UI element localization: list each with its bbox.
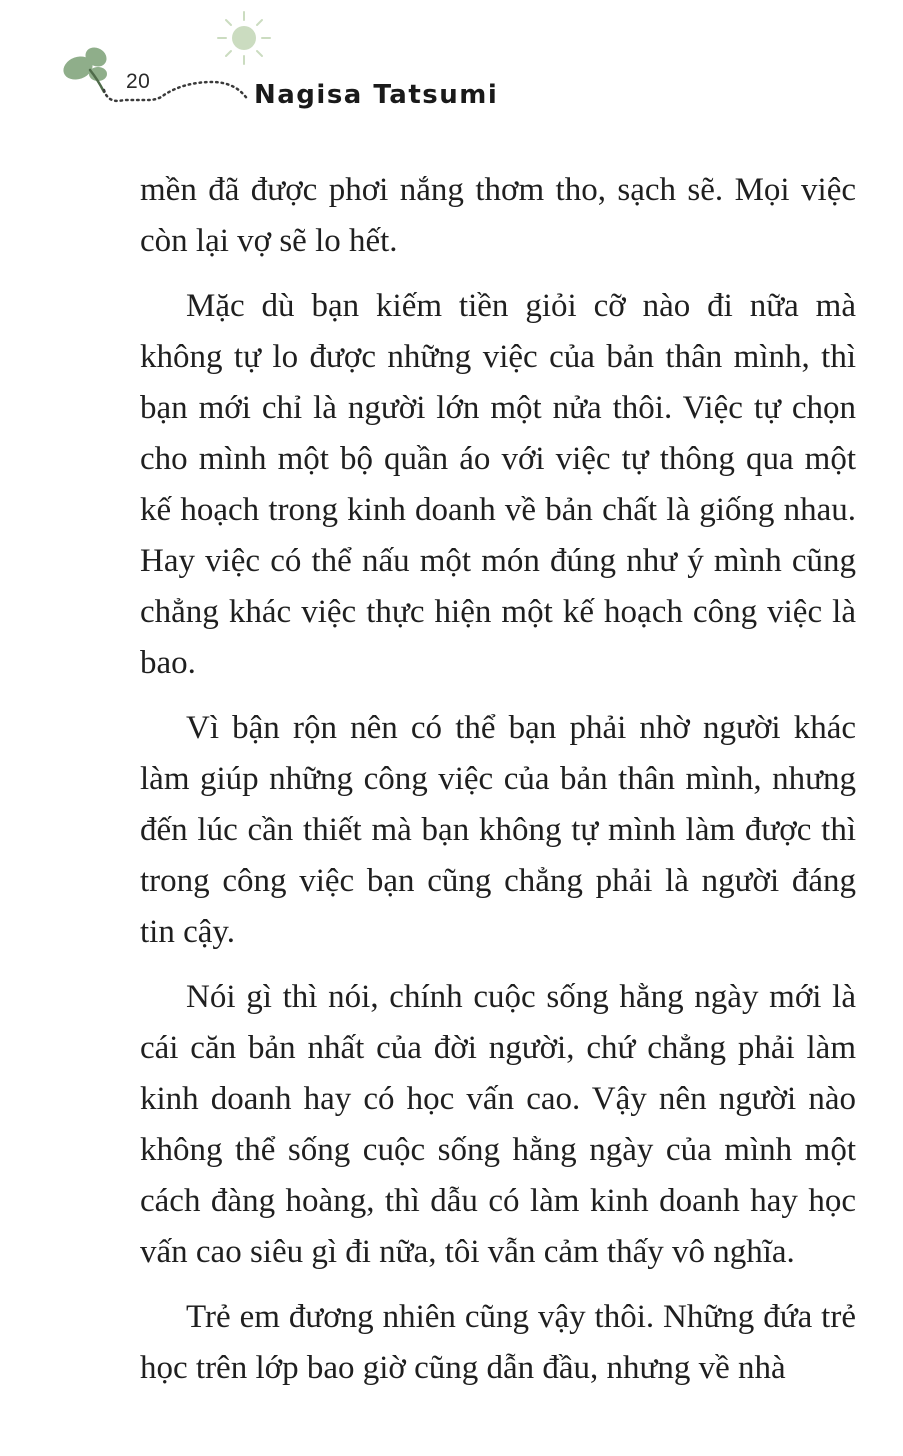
sun-icon bbox=[218, 12, 270, 64]
page-number: 20 bbox=[126, 70, 151, 93]
page-body-text bbox=[140, 165, 856, 1408]
running-header bbox=[0, 0, 903, 140]
paragraph: Trẻ em đương nhiên cũng vậy thôi. Những đứa trẻ học trên lớp bao giờ cũng dẫn đầu, nhưng về nhà bbox=[140, 1299, 856, 1386]
paragraph: mền đã được phơi nắng thơm tho, sạch sẽ. Mọi việc còn lại vợ sẽ lo hết. bbox=[140, 172, 856, 259]
paragraph: Mặc dù bạn kiếm tiền giỏi cỡ nào đi nữa mà không tự lo được những việc của bản thân mình, thì bạn mới chỉ là người lớn một nửa thôi. Việc tự chọn cho mình một bộ quần áo với việc tự thông qua một kế hoạch trong kinh doanh về bản chất là giống nhau. Hay việc có thể nấu một món đúng như ý mình cũng chẳng khác việc thực hiện một kế hoạch công việc là bao. bbox=[140, 288, 856, 681]
clover-leaf-icon bbox=[60, 44, 110, 92]
running-author-name: Nagisa Tatsumi bbox=[254, 80, 499, 110]
paragraph: Nói gì thì nói, chính cuộc sống hằng ngày mới là cái căn bản nhất của đời người, chứ chẳng phải làm kinh doanh hay có học vấn cao. Vậy nên người nào không thể sống cuộc sống hằng ngày của mình một cách đàng hoàng, thì dẫu có làm kinh doanh hay học vấn cao siêu gì đi nữa, tôi vẫn cảm thấy vô nghĩa. bbox=[140, 979, 856, 1270]
paragraph: Vì bận rộn nên có thể bạn phải nhờ người khác làm giúp những công việc của bản thân mình, nhưng đến lúc cần thiết mà bạn không tự mình làm được thì trong công việc bạn cũng chẳng phải là người đáng tin cậy. bbox=[140, 710, 856, 950]
